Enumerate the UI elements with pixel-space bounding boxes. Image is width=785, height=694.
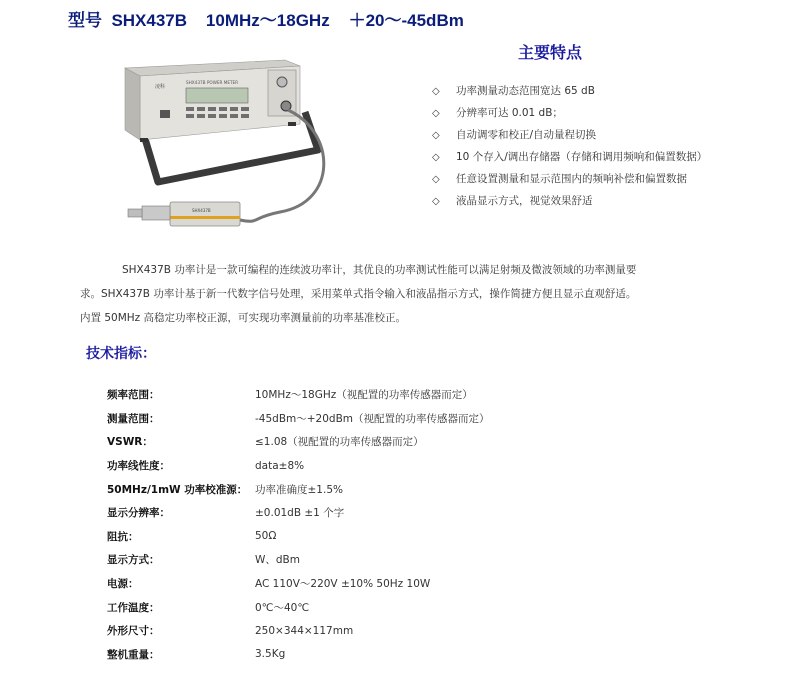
- description-line: SHX437B 功率计是一款可编程的连续波功率计，其优良的功率测试性能可以满足射频及微波领域的功率测量要: [122, 264, 637, 276]
- spec-row: [107, 501, 490, 525]
- power-sensor: [170, 202, 240, 226]
- feature-item: ◇ 10 个存入/调出存储器（存储和调用频响和偏置数据）: [432, 146, 707, 168]
- spec-row: [107, 454, 490, 478]
- diamond-bullet-icon: ◇: [432, 130, 440, 141]
- instrument-side: [125, 68, 140, 140]
- spec-label: 测量范围：: [107, 412, 160, 425]
- spec-label: 整机重量：: [107, 648, 160, 661]
- diamond-bullet-icon: ◇: [432, 108, 440, 119]
- spec-row: [107, 430, 490, 454]
- spec-row: [107, 643, 490, 667]
- rf-input-connector: [277, 77, 287, 87]
- spec-value: W、dBm: [255, 554, 300, 567]
- spec-value: AC 110V～220V ±10% 50Hz 10W: [255, 578, 431, 591]
- spec-value: 10MHz～18GHz（视配置的功率传感器而定）: [255, 389, 473, 402]
- spec-row: [107, 595, 490, 619]
- product-photo: [100, 52, 330, 248]
- spec-label: 工作温度：: [107, 601, 160, 614]
- product-description: [80, 258, 720, 330]
- spec-value: data±8%: [255, 459, 305, 472]
- spec-row: [107, 548, 490, 572]
- panel-label: SHX437B POWER METER: [186, 80, 239, 85]
- feature-item: ◇ 任意设置测量和显示范围内的频响补偿和偏置数据: [432, 168, 707, 190]
- spec-value: 250×344×117mm: [255, 624, 354, 637]
- specs-table: [107, 383, 490, 666]
- specs-title: 技术指标：: [86, 346, 156, 362]
- features-title: 主要特点: [518, 43, 583, 62]
- spec-value: 50Ω: [255, 530, 277, 543]
- description-line: 求。SHX437B 功率计基于新一代数字信号处理，采用菜单式指令输入和液晶指示方式，操作简捷方便且显示直观舒适。: [80, 288, 637, 300]
- spec-label: VSWR：: [107, 436, 153, 449]
- spec-label: 显示分辨率：: [107, 507, 170, 520]
- spec-label: 外形尺寸：: [107, 625, 160, 638]
- spec-label: 显示方式：: [107, 554, 160, 567]
- brand-logo: 凌科: [155, 84, 166, 90]
- spec-row: [107, 407, 490, 431]
- spec-label: 50MHz/1mW 功率校准源：: [107, 483, 248, 496]
- page-title: 型号 SHX437B 10MHz～18GHz ＋20～-45dBm: [68, 11, 464, 30]
- description-line: 内置 50MHz 高稳定功率校正源，可实现功率测量前的功率基准校正。: [80, 312, 407, 324]
- feature-item: ◇ 液晶显示方式，视觉效果舒适: [432, 190, 707, 212]
- feature-item: ◇ 自动调零和校正/自动量程切换: [432, 124, 707, 146]
- feature-item: ◇ 分辨率可达 0.01 dB；: [432, 102, 707, 124]
- diamond-bullet-icon: ◇: [432, 152, 440, 163]
- diamond-bullet-icon: ◇: [432, 86, 440, 97]
- spec-row: [107, 477, 490, 501]
- spec-value: 功率准确度±1.5%: [255, 483, 343, 496]
- spec-label: 频率范围：: [107, 389, 160, 402]
- spec-row: [107, 572, 490, 596]
- diamond-bullet-icon: ◇: [432, 196, 440, 207]
- spec-value: 0℃～40℃: [255, 601, 310, 614]
- spec-label: 电源：: [107, 578, 139, 591]
- spec-value: 3.5Kg: [255, 648, 286, 661]
- spec-row: [107, 619, 490, 643]
- spec-value: -45dBm～+20dBm（视配置的功率传感器而定）: [255, 412, 490, 425]
- power-switch: [160, 110, 170, 118]
- spec-row: [107, 525, 490, 549]
- spec-row: [107, 383, 490, 407]
- spec-value: ±0.01dB ±1 个字: [255, 507, 345, 520]
- sensor-connector-nut: [142, 206, 170, 220]
- sensor-label: SHX437B: [192, 208, 211, 213]
- spec-label: 功率线性度：: [107, 460, 170, 473]
- spec-value: ≤1.08（视配置的功率传感器而定）: [255, 436, 424, 449]
- lcd-display: [186, 88, 248, 103]
- spec-label: 阻抗：: [107, 530, 139, 543]
- feature-item: ◇ 功率测量动态范围宽达 65 dB: [432, 80, 707, 102]
- features-list: [432, 80, 707, 212]
- diamond-bullet-icon: ◇: [432, 174, 440, 185]
- sensor-stripe: [170, 216, 240, 219]
